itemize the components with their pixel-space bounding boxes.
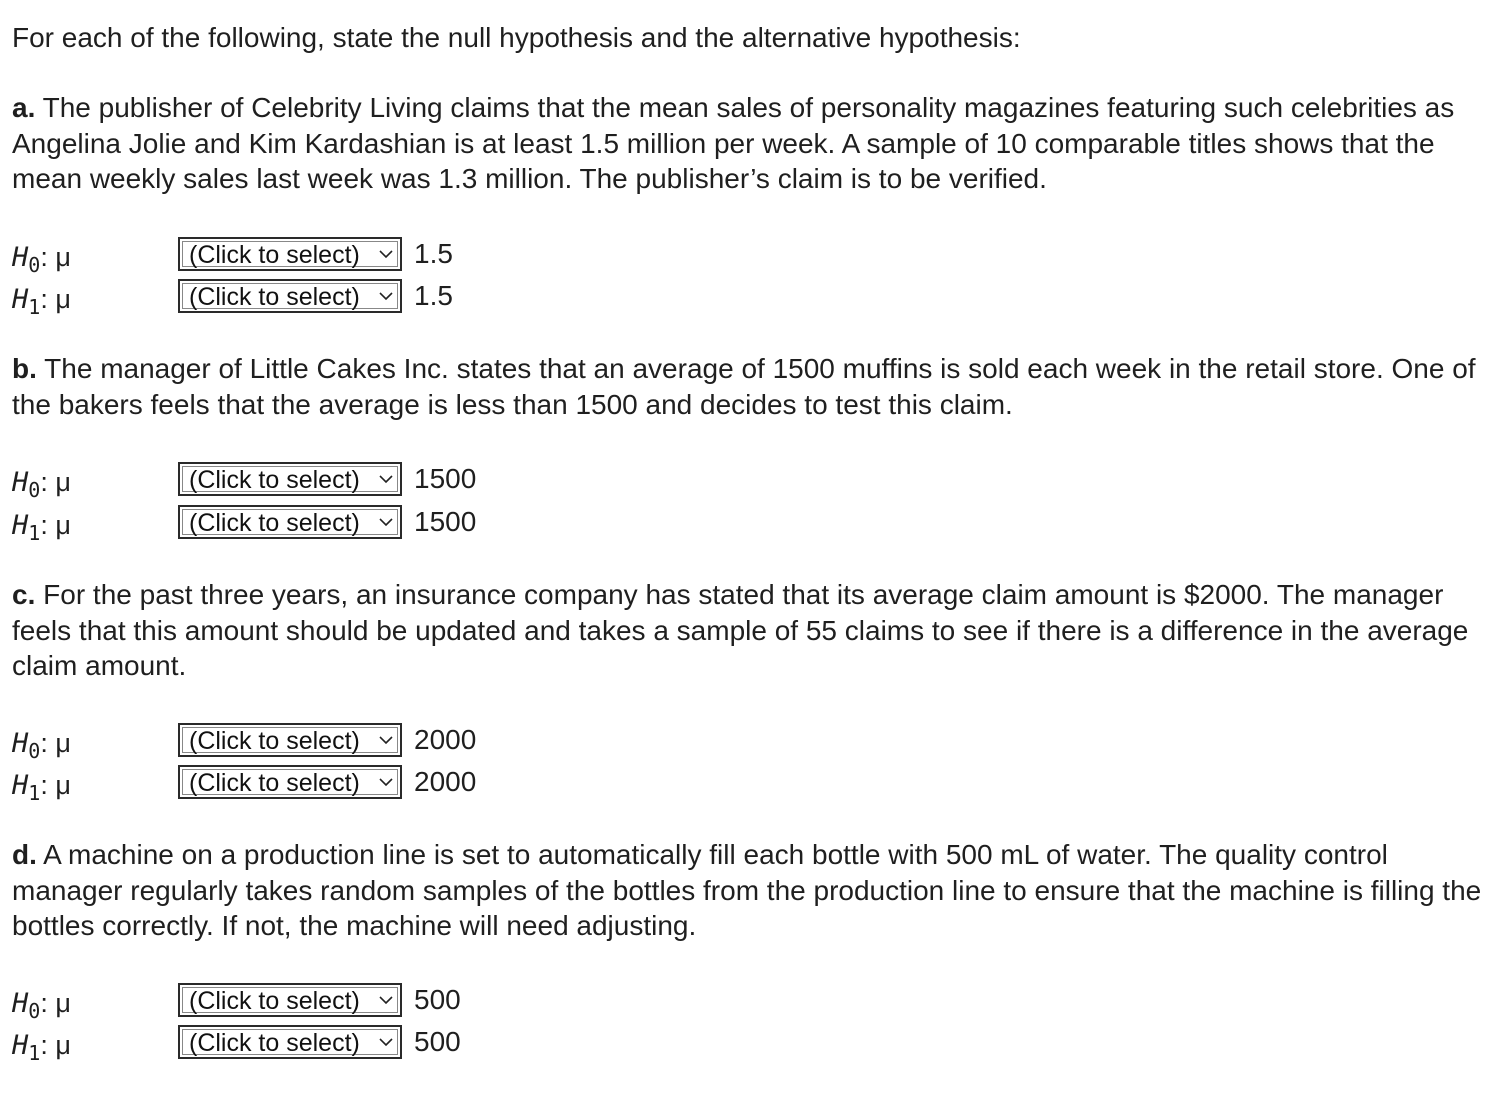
question-c-h0-row: [12, 723, 712, 763]
chevron-down-icon: [378, 471, 394, 487]
alternative-hypothesis-label: $H_1$: μ: [12, 1030, 71, 1065]
question-c-letter: c.: [12, 579, 36, 610]
question-c-h0-select[interactable]: [178, 723, 402, 757]
question-c: [12, 577, 1506, 684]
null-hypothesis-label: $H_0$: μ: [12, 242, 71, 277]
question-d: [12, 837, 1506, 944]
question-d-h1-row: [12, 1025, 712, 1065]
question-c-h1-select[interactable]: [178, 765, 402, 799]
chevron-down-icon: [378, 992, 394, 1008]
select-placeholder: (Click to select): [189, 769, 360, 797]
question-b-text: The manager of Little Cakes Inc. states that an average of 1500 muffins is sold each week in the retail store. One of the bakers feels that the average is less than 1500 and decides to test this claim.: [12, 353, 1476, 420]
alternative-hypothesis-label: $H_1$: μ: [12, 770, 71, 805]
select-placeholder: (Click to select): [189, 727, 360, 755]
select-placeholder: (Click to select): [189, 987, 360, 1015]
question-b-h1-value: 1500: [414, 506, 477, 537]
question-d-h0-select[interactable]: [178, 983, 402, 1017]
select-placeholder: (Click to select): [189, 509, 360, 537]
alternative-hypothesis-label: $H_1$: μ: [12, 284, 71, 319]
null-hypothesis-label: $H_0$: μ: [12, 467, 71, 502]
select-placeholder: (Click to select): [189, 283, 360, 311]
question-b-h0-select[interactable]: [178, 462, 402, 496]
alternative-hypothesis-label: $H_1$: μ: [12, 510, 71, 545]
chevron-down-icon: [378, 774, 394, 790]
question-d-text: A machine on a production line is set to automatically fill each bottle with 500 mL of water. The quality control manager regularly takes random samples of the bottles from the production line to ensure that the machine is filling the bottles correctly. If not, the machine will need adjusting.: [12, 839, 1482, 941]
select-placeholder: (Click to select): [189, 1029, 360, 1057]
select-placeholder: (Click to select): [189, 241, 360, 269]
question-b-h1-select[interactable]: [178, 505, 402, 539]
chevron-down-icon: [378, 246, 394, 262]
question-a-h1-row: [12, 279, 712, 319]
question-b-h0-value: 1500: [414, 463, 477, 494]
null-hypothesis-label: $H_0$: μ: [12, 728, 71, 763]
question-a-h0-value: 1.5: [414, 238, 453, 269]
question-a-h1-select[interactable]: [178, 279, 402, 313]
question-b-letter: b.: [12, 353, 37, 384]
question-d-h1-value: 500: [414, 1026, 461, 1057]
question-b: [12, 351, 1506, 422]
instructions: For each of the following, state the null hypothesis and the alternative hypothesis:: [12, 22, 1021, 53]
question-b-h0-row: [12, 462, 712, 502]
question-d-h0-row: [12, 983, 712, 1023]
chevron-down-icon: [378, 732, 394, 748]
question-c-h1-row: [12, 765, 712, 805]
null-hypothesis-label: $H_0$: μ: [12, 988, 71, 1023]
question-c-h1-value: 2000: [414, 766, 477, 797]
select-placeholder: (Click to select): [189, 466, 360, 494]
question-c-h0-value: 2000: [414, 724, 477, 755]
question-d-h0-value: 500: [414, 984, 461, 1015]
question-b-h1-row: [12, 505, 712, 545]
chevron-down-icon: [378, 1034, 394, 1050]
chevron-down-icon: [378, 514, 394, 530]
question-a-text: The publisher of Celebrity Living claims that the mean sales of personality magazines featuring such celebrities as Angelina Jolie and Kim Kardashian is at least 1.5 million per week. A sample of 10 comparable titles shows that the mean weekly sales last week was 1.3 million. The publisher’s claim is to be verified.: [12, 92, 1455, 194]
question-d-h1-select[interactable]: [178, 1025, 402, 1059]
question-a-h0-select[interactable]: [178, 237, 402, 271]
question-a-h1-value: 1.5: [414, 280, 453, 311]
chevron-down-icon: [378, 288, 394, 304]
question-a-h0-row: [12, 237, 712, 277]
question-a: [12, 90, 1506, 197]
question-d-letter: d.: [12, 839, 37, 870]
question-a-letter: a.: [12, 92, 36, 123]
question-c-text: For the past three years, an insurance company has stated that its average claim amount is $2000. The manager feels that this amount should be updated and takes a sample of 55 claims to see if there is a difference in the average claim amount.: [12, 579, 1469, 681]
